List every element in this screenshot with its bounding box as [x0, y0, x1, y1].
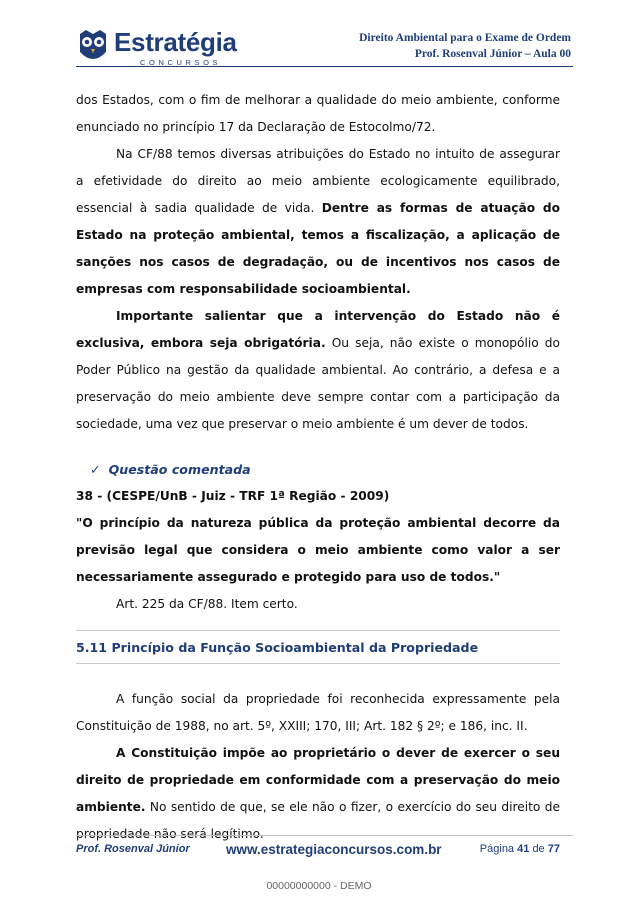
logo-name: Estratégia — [114, 27, 237, 57]
page-of: de — [532, 843, 545, 855]
paragraph-2-text: Na CF/88 temos diversas atribuições do Estado no intuito de assegurar a efetividade do direito ao meio ambiente ecologicamente equilibrado, essencial à sadia qualidade de vida. — [76, 147, 560, 215]
paragraph-3 — [76, 303, 560, 438]
footer-site-link[interactable]: www.estrategiaconcursos.com.br — [226, 842, 442, 857]
checkmark-icon: ✓ — [90, 462, 101, 477]
paragraph-1: dos Estados, com o fim de melhorar a qualidade do meio ambiente, conforme enunciado no princípio 17 da Declaração de Estocolmo/72. — [76, 93, 560, 134]
paragraph-4: A função social da propriedade foi reconhecida expressamente pela Constituição de 1988, no art. 5º, XXIII; 170, III; Art. 182 § 2º; e 186, inc. II. — [76, 692, 560, 733]
paragraph-5-text: No sentido de que, se ele não o fizer, o exercício do seu direito de propriedade não será legítimo. — [76, 800, 560, 841]
owl-logo-icon — [76, 28, 110, 64]
question-header: 38 - (CESPE/UnB - Juiz - TRF 1ª Região - 2009) — [76, 489, 390, 503]
footer-divider — [76, 835, 573, 836]
paragraph-3-bold: Importante salientar que a intervenção do Estado não é exclusiva, embora seja obrigatória. — [76, 309, 560, 350]
section-title: 5.11 Princípio da Função Socioambiental da Propriedade — [76, 630, 560, 664]
page-footer — [76, 842, 560, 862]
header-divider — [76, 66, 573, 67]
demo-watermark: 00000000000 - DEMO — [266, 880, 372, 892]
question-answer: Art. 225 da CF/88. Item certo. — [116, 597, 298, 611]
paragraph-2 — [76, 141, 560, 303]
estrategia-logo — [76, 28, 236, 68]
page-header — [359, 30, 571, 62]
question-text: "O princípio da natureza pública da proteção ambiental decorre da previsão legal que considera o meio ambiente como valor a ser necessariamente assegurado e protegido para uso de todos." — [76, 516, 560, 584]
header-course-title: Direito Ambiental para o Exame de Ordem — [359, 32, 571, 44]
footer-author: Prof. Rosenval Júnior — [76, 843, 190, 855]
question-title-label: Questão comentada — [108, 462, 251, 477]
question-title — [76, 456, 560, 483]
page-content — [76, 87, 560, 848]
page-label: Página — [479, 843, 515, 855]
paragraph-5 — [76, 740, 560, 848]
page-total: 77 — [547, 843, 560, 855]
logo-subtitle: CONCURSOS — [140, 58, 222, 67]
paragraph-3-text: Ou seja, não existe o monopólio do Poder Público na gestão da qualidade ambiental. Ao contrário, a defesa e a preservação do meio ambiente deve sempre contar com a participação da sociedade, uma vez que preservar o meio ambiente é um dever de todos. — [76, 336, 561, 431]
page-current: 41 — [517, 843, 530, 855]
paragraph-5-bold: A Constituição impõe ao proprietário o dever de exercer o seu direito de propriedade em conformidade com a preservação do meio ambiente. — [76, 746, 560, 814]
header-lesson: Prof. Rosenval Júnior – Aula 00 — [414, 48, 571, 60]
paragraph-2-bold: Dentre as formas de atuação do Estado na proteção ambiental, temos a fiscalização, a aplicação de sanções nos casos de degradação, ou de incentivos nos casos de empresas com responsabilidade socioambiental. — [76, 201, 560, 296]
page-number — [480, 843, 560, 855]
